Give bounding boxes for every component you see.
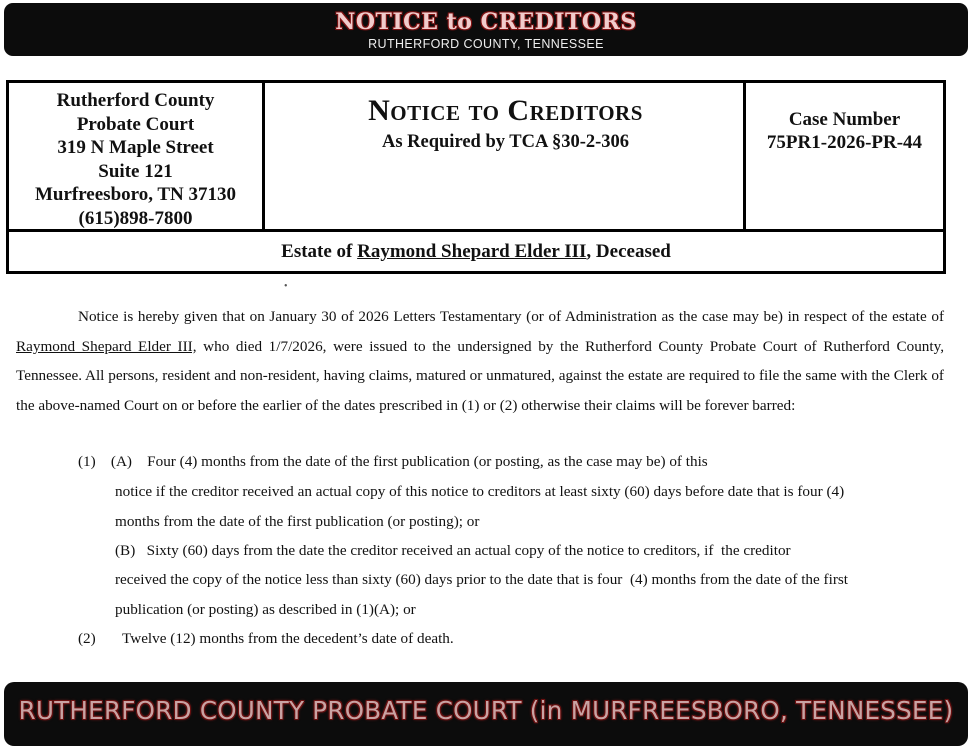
footer-text: RUTHERFORD COUNTY PROBATE COURT (in MURFREESBORO, TENNESSEE) [18,696,954,725]
estate-name: Raymond Shepard Elder III [357,241,587,262]
court-line: (615)898-7800 [78,207,193,229]
notice-title: Notice to Creditors [368,94,643,127]
paragraph-text-a: Notice is hereby given that on January 30 of 2026 Letters Testamentary (or of Administration as the case may be) in respect of the estate of [78,308,944,325]
court-line: 319 N Maple Street [57,137,214,158]
list-item: (B) Sixty (60) days from the date the creditor received an actual copy of the notice to creditors, if the creditor [115,542,791,559]
list-item: publication (or posting) as described in (1)(A); or [115,601,416,618]
case-number-block [743,83,943,229]
court-line: Rutherford County [56,90,215,111]
notice-paragraph [16,302,944,421]
notice-header-table [6,80,946,274]
stray-mark: • [284,281,288,292]
list-item: received the copy of the notice less than sixty (60) days prior to the date that is four (4) months from the date of the first [115,571,849,588]
list-item: months from the date of the first publication (or posting); or [115,513,480,530]
case-number: 75PR1-2026-PR-44 [766,132,923,153]
estate-line [9,229,943,271]
estate-prefix: Estate of [281,241,358,262]
court-line: Murfreesboro, TN 37130 [34,184,237,205]
case-label: Case Number [788,109,901,130]
list-item: (1) (A) Four (4) months from the date of the first publication (or posting, as the case may be) of this [78,453,708,470]
estate-suffix: , Deceased [586,241,671,262]
top-banner [4,3,968,56]
court-line: Suite 121 [98,160,173,182]
notice-subtitle: As Required by TCA §30-2-306 [381,132,630,152]
list-item: notice if the creditor received an actual copy of this notice to creditors at least sixty (60) days before date that is four (4) [115,483,845,500]
footer-banner [4,682,968,746]
list-item: (2) Twelve (12) months from the decedent’s date of death. [78,630,454,647]
decedent-name: Raymond Shepard Elder III, [16,337,197,355]
banner-title: NOTICE to CREDITORS [335,9,637,35]
paragraph-text-b: who died 1/7/2026, were issued to the undersigned by the Rutherford County Probate Court of Rutherford County, Tennessee. All persons, resident and non-resident, having claims, matured or unmatured, against the estate are required to file the same with the Clerk of the above-named Court on or before the earlier of the dates prescribed in (1) or (2) otherwise their claims will be forever barred: [16,337,945,415]
notice-title-block [268,83,743,229]
court-line: Probate Court [76,113,195,135]
banner-subtitle: RUTHERFORD COUNTY, TENNESSEE [368,37,604,51]
court-address-block [9,83,265,229]
